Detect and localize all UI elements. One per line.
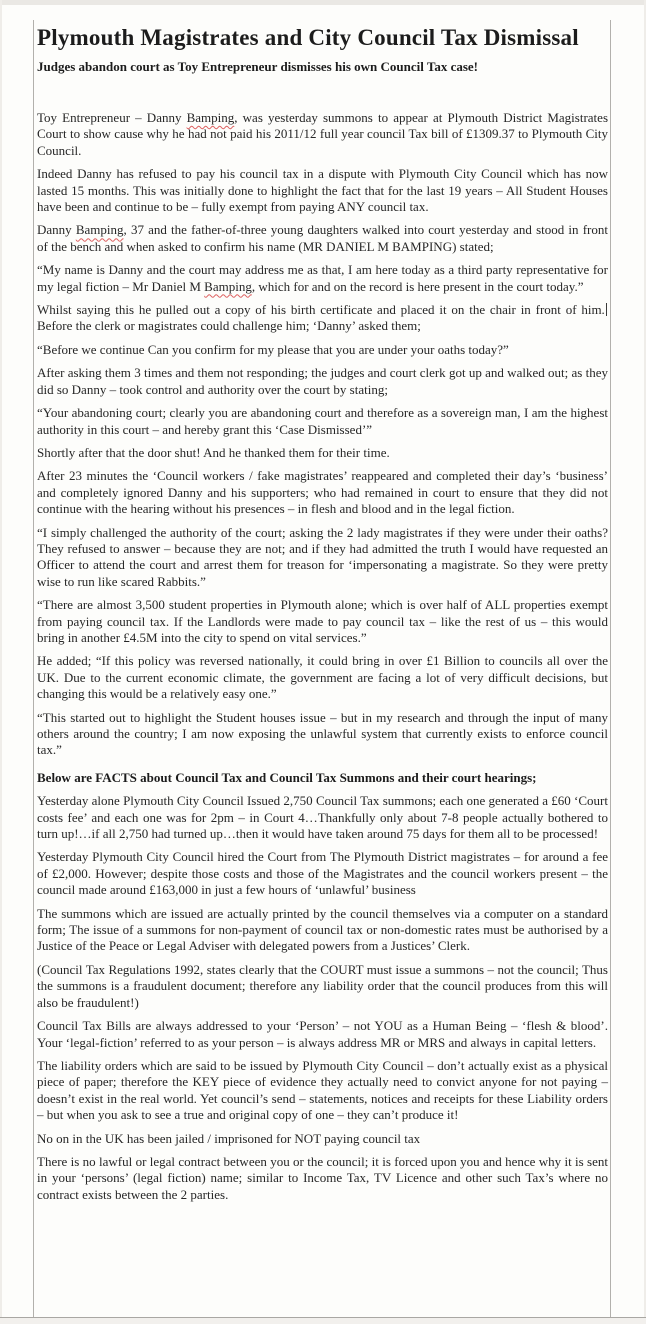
paragraph xyxy=(37,1058,608,1124)
text-boundary-right xyxy=(610,20,611,1317)
misspelled-word[interactable]: Bamping xyxy=(204,278,252,294)
paragraph xyxy=(37,710,608,759)
document-editing-surface[interactable] xyxy=(37,24,608,1210)
paragraph-text: “Before we continue Can you confirm for my please that you are under your oaths today?” xyxy=(37,341,509,357)
paragraph-text: Shortly after that the door shut! And he thanked them for their time. xyxy=(37,444,390,460)
paragraph xyxy=(37,597,608,646)
paragraph-text: Whilst saying this he pulled out a copy of his birth certificate and placed it on the chair in front of him. xyxy=(37,302,605,318)
paragraph-text: Yesterday Plymouth City Council hired the Court from The Plymouth District magistrates – for around a fee of £2,000. However; despite those costs and those of the Magistrates and the council workers present – the council made around £163,000 in just a few hours of ‘unlawful’ business xyxy=(37,849,608,898)
paragraph-text: No on in the UK has been jailed / imprisoned for NOT paying council tax xyxy=(37,1130,421,1146)
paragraph-text: He added; “If this policy was reversed nationally, it could bring in over £1 Billion to councils all over the UK. Due to the current economic climate, the government are facing a lot of very difficult decisions, but changing this would be a relatively easy one.” xyxy=(37,653,608,702)
paragraph-text: Danny xyxy=(37,222,76,238)
document-title: Plymouth Magistrates and City Council Tax Dismissal xyxy=(37,25,579,50)
paragraph xyxy=(37,166,608,215)
text-cursor xyxy=(606,303,607,316)
paragraph-text: The liability orders which are said to be issued by Plymouth City Council – don’t actually exist as a physical piece of paper; therefore the KEY piece of evidence they actually need to convict anyone for not paying – doesn’t exist in the real world. Yet council’s send – statements, notices and receipts for these Liability orders – but when you ask to see a true and original copy of one – they can’t produce it! xyxy=(37,1057,608,1123)
paragraph xyxy=(37,302,608,335)
paragraph-text: After 23 minutes the ‘Council workers / fake magistrates’ reappeared and completed their day’s ‘business’ and completely ignored Danny and his supporters; who had remained in court to ensure that they did not continue with the hearing without his presences – in flesh and blood and in the legal fiction. xyxy=(37,468,608,517)
paragraph-text: Yesterday alone Plymouth City Council Issued 2,750 Council Tax summons; each one generated a £60 ‘Court costs fee’ and each one was for 2pm – in Court 4…Thankfully only about 7-8 people actually bothered to turn up!…if all 2,750 had turned up…then it would have taken around 75 days for them all to be processed! xyxy=(37,793,608,842)
paragraph xyxy=(37,405,608,438)
paragraph-text: , was yesterday summons to appear at Plymouth District Magistrates Court to show cause why he had not paid his 2011/12 full year council Tax bill of £1309.37 to Plymouth City Council. xyxy=(37,110,608,158)
paragraph-text: Toy Entrepreneur – Danny xyxy=(37,110,187,125)
misspelled-word[interactable]: Bamping xyxy=(186,110,235,125)
paragraph-text: Indeed Danny has refused to pay his council tax in a dispute with Plymouth City Council which has now lasted 15 months. This was initially done to highlight the fact that for the last 19 years – All Student Houses have been and continue to be – fully exempt from paying ANY council tax. xyxy=(37,166,608,215)
paragraph-text: (Council Tax Regulations 1992, states clearly that the COURT must issue a summons – not the council; Thus the summons is a fraudulent document; therefore any liability order that the council produces from this will also be fraudulent!) xyxy=(37,961,608,1010)
paragraph xyxy=(37,653,608,702)
paragraph-text: , which for and on the record is here present in the court today.” xyxy=(251,278,584,294)
paragraph-text: “My name is Danny and the court may address me as that, I am here today as a third party representative for my legal fiction – Mr Daniel M xyxy=(37,262,608,294)
paragraph xyxy=(37,110,608,159)
paragraph xyxy=(37,906,608,955)
facts-section-heading: Below are FACTS about Council Tax and Council Tax Summons and their court hearings; xyxy=(37,769,537,785)
paragraph-text: , 37 and the father-of-three young daughters walked into court yesterday and stood in front of the bench and when asked to confirm his name (MR DANIEL M BAMPING) stated; xyxy=(37,222,608,254)
paragraph xyxy=(37,1154,608,1203)
paragraph xyxy=(37,793,608,842)
paragraph-text: Before the clerk or magistrates could challenge him; ‘Danny’ asked them; xyxy=(37,318,421,334)
misspelled-word[interactable]: Bamping xyxy=(75,222,124,238)
paragraph xyxy=(37,222,608,255)
paragraph-text: “Your abandoning court; clearly you are abandoning court and therefore as a sovereign man, I am the highest authority in this court – and hereby grant this ‘Case Dismissed’” xyxy=(37,405,608,437)
paragraph-text: The summons which are issued are actually printed by the council themselves via a computer on a standard form; The issue of a summons for non-payment of council tax or non-domestic rates must be authorised by a Justice of the Peace or Legal Adviser with delegated powers from a Justices’ Clerk. xyxy=(37,905,608,954)
paragraph xyxy=(37,525,608,591)
paragraph-text: “There are almost 3,500 student properties in Plymouth alone; which is over half of ALL properties exempt from paying council tax. If the Landlords were made to pay council tax – like the rest of us – this would bring in another £4.5M into the city to spend on vital services.” xyxy=(37,597,608,645)
paragraph xyxy=(37,365,608,398)
paragraph xyxy=(37,962,608,1011)
paragraph xyxy=(37,849,608,898)
paragraph-text: “This started out to highlight the Student houses issue – but in my research and through the input of many others around the country; I am now exposing the unlawful system that currently exists to enforce council tax.” xyxy=(37,709,608,758)
paragraph xyxy=(37,342,608,358)
paragraph xyxy=(37,262,608,295)
paragraph xyxy=(37,445,608,461)
paragraph-text: After asking them 3 times and them not responding; the judges and court clerk got up and walked out; as they did so Danny – took control and authority over the court by stating; xyxy=(37,365,608,397)
text-boundary-left xyxy=(33,20,34,1317)
page-top-edge xyxy=(0,0,646,5)
paragraph xyxy=(37,1131,608,1147)
paragraph xyxy=(37,468,608,517)
paragraph-text: Council Tax Bills are always addressed to your ‘Person’ – not YOU as a Human Being – ‘flesh & blood’. Your ‘legal-fiction’ referred to as your person – is always address MR or MRS and always in capital letters. xyxy=(37,1018,608,1050)
document-subtitle: Judges abandon court as Toy Entrepreneur dismisses his own Council Tax case! xyxy=(37,59,479,74)
page-bottom-edge xyxy=(0,1317,646,1324)
page-left-edge xyxy=(0,0,2,1324)
paragraph-text: “I simply challenged the authority of the court; asking the 2 lady magistrates if they were under their oaths? They refused to answer – because they are not; and if they had admitted the truth I would have requested an Officer to attend the court and arrest them for treason for ‘impersonating a magistrate. So they were pretty wise to run like scared Rabbits.” xyxy=(37,524,608,589)
paragraph-text: There is no lawful or legal contract between you or the council; it is forced upon you and hence why it is sent in your ‘persons’ (legal fiction) name; similar to Income Tax, TV Licence and other such Tax’s where no contract exists between the 2 parties. xyxy=(37,1153,608,1202)
paragraph xyxy=(37,1018,608,1051)
